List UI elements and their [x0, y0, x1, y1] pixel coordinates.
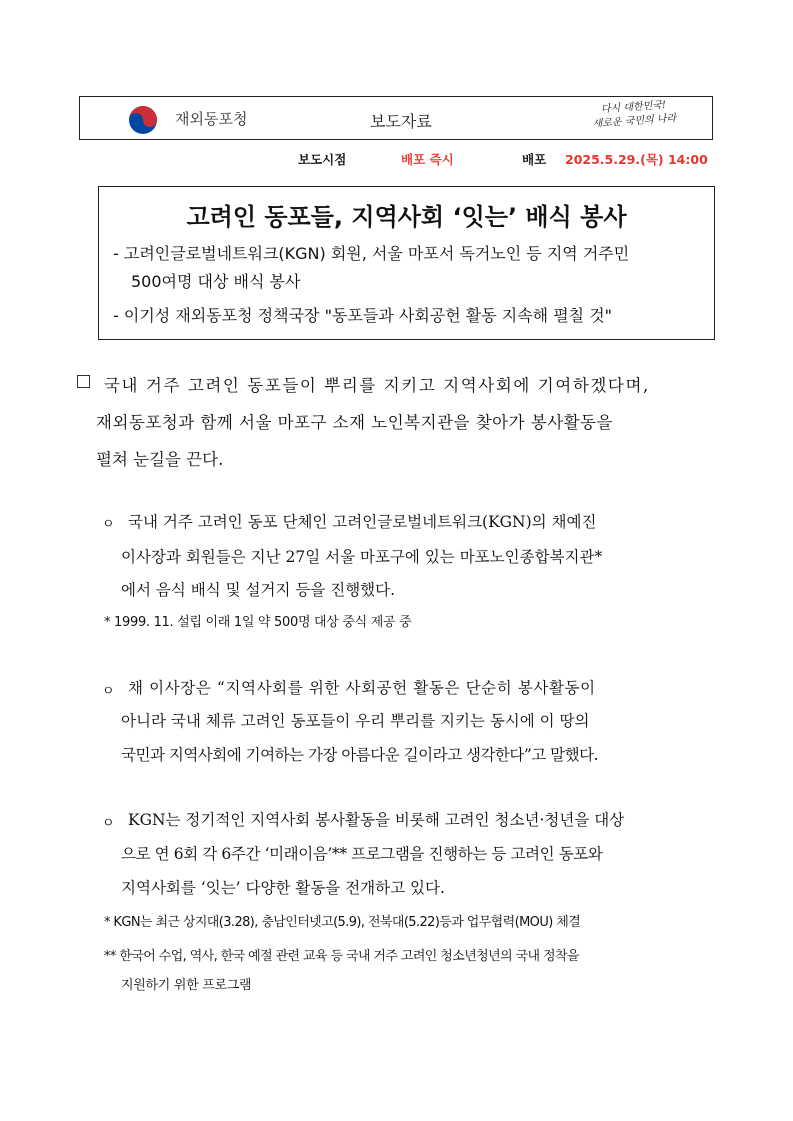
distribution-value: 2025.5.29.(목) 14:00: [565, 152, 708, 167]
subtitle-2: - 이기성 재외동포청 정책국장 "동포들과 사회공헌 활동 지속해 펼칠 것": [113, 306, 613, 325]
bullet-o-icon: ㅇ: [102, 517, 115, 532]
subtitle-1-cont: 500여명 대상 배식 봉사: [131, 272, 301, 291]
paragraph-3-line-1: 채 이사장은 “지역사회를 위한 사회공헌 활동은 단순히 봉사활동이: [128, 679, 596, 697]
paragraph-3-line-3: 국민과 지역사회에 기여하는 가장 아름다운 길이라고 생각한다”고 말했다.: [121, 746, 599, 764]
paragraph-2-line-3: 에서 음식 배식 및 설거지 등을 진행했다.: [121, 581, 396, 599]
footnote-1: * 1999. 11. 설립 이래 1일 약 500명 대상 중식 제공 중: [104, 615, 412, 630]
paragraph-1-line-3: 펼쳐 눈길을 끈다.: [96, 450, 224, 469]
footnote-3-line-2: 지원하기 위한 프로그램: [121, 978, 252, 993]
taegeuk-logo-icon: [128, 105, 158, 135]
release-time-value: 배포 즉시: [401, 152, 454, 167]
agency-name: 재외동포청: [175, 110, 248, 128]
release-time-label: 보도시점: [298, 152, 347, 167]
paragraph-4-line-2: 으로 연 6회 각 6주간 ‘미래이음’** 프로그램을 진행하는 등 고려인 동포와: [121, 845, 603, 863]
checkbox-bullet-icon: [77, 375, 90, 388]
paragraph-3-line-2: 아니라 국내 체류 고려인 동포들이 우리 뿌리를 지키는 동시에 이 땅의: [121, 712, 590, 730]
paragraph-4-line-3: 지역사회를 ‘잇는’ 다양한 활동을 전개하고 있다.: [121, 879, 445, 897]
paragraph-1-line-2: 재외동포청과 함께 서울 마포구 소재 노인복지관을 찾아가 봉사활동을: [96, 413, 613, 432]
distribution-label: 배포: [522, 152, 547, 167]
subtitle-1: - 고려인글로벌네트워크(KGN) 회원, 서울 마포서 독거노인 등 지역 거주민: [113, 244, 630, 263]
footnote-2: * KGN는 최근 상지대(3.28), 충남인터넷고(5.9), 전북대(5.22)등과 업무협력(MOU) 체결: [104, 915, 581, 930]
header-box: [79, 96, 713, 140]
doc-type-label: 보도자료: [370, 112, 432, 131]
footnote-3-line-1: ** 한국어 수업, 역사, 한국 예절 관련 교육 등 국내 거주 고려인 청소년청년의 국내 정착을: [104, 949, 579, 964]
paragraph-1-line-1: 국내 거주 고려인 동포들이 뿌리를 지키고 지역사회에 기여하겠다며,: [104, 376, 650, 395]
title-box: [98, 186, 715, 340]
slogan-line2: 새로운 국민의 나라: [592, 113, 677, 130]
slogan-line1: 다시 대한민국!: [600, 99, 667, 116]
paragraph-2-line-1: 국내 거주 고려인 동포 단체인 고려인글로벌네트워크(KGN)의 채예진: [128, 513, 597, 531]
bullet-o-icon: ㅇ: [102, 684, 115, 699]
page-title: 고려인 동포들, 지역사회 ‘잇는’ 배식 봉사: [186, 203, 627, 231]
slogan: [563, 96, 705, 134]
paragraph-2-line-2: 이사장과 회원들은 지난 27일 서울 마포구에 있는 마포노인종합복지관*: [121, 548, 603, 566]
paragraph-4-line-1: KGN는 정기적인 지역사회 봉사활동을 비롯해 고려인 청소년·청년을 대상: [128, 811, 625, 829]
bullet-o-icon: ㅇ: [102, 816, 115, 831]
